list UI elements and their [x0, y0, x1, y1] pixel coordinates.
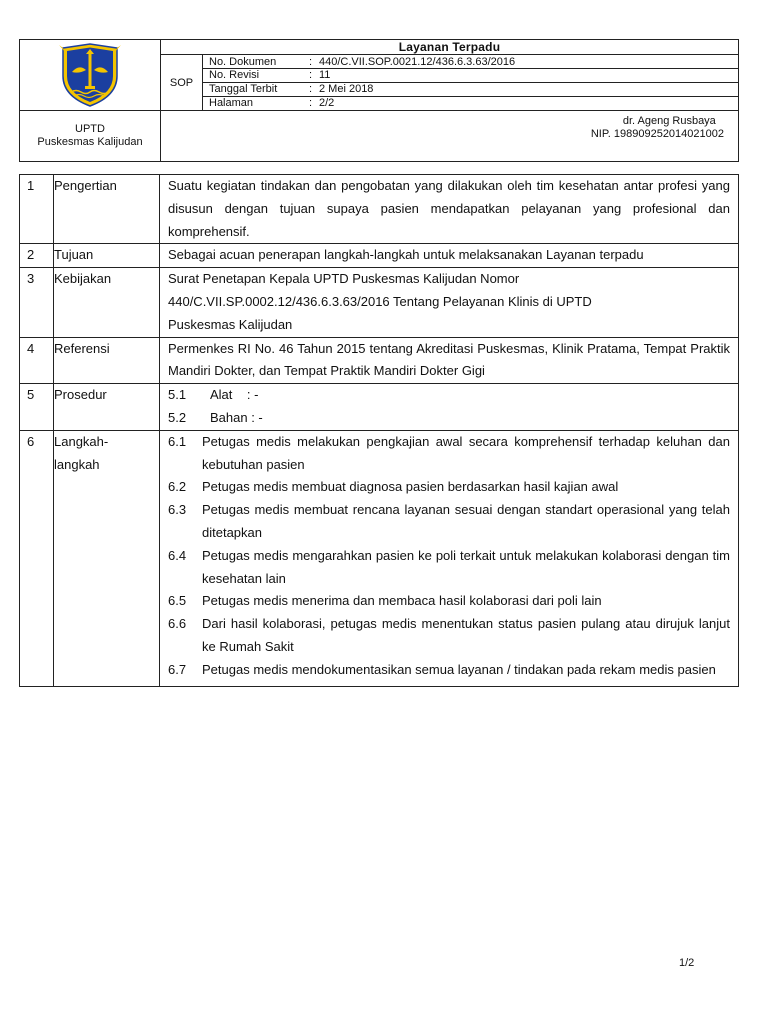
document-meta — [203, 55, 739, 111]
row-kebijakan: 3 Kebijakan Surat Penetapan Kepala UPTD Puskesmas Kalijudan Nomor 440/C.VII.SP.0002.12/436.6.3.63/2016 Tentang Pelayanan Klinis di UPTD Puskesmas Kalijudan — [20, 268, 739, 337]
list-item: 5.1 Alat : - — [168, 387, 259, 403]
header-table — [19, 39, 739, 162]
meta-row-page: Halaman : 2/2 — [209, 96, 335, 109]
signature-block — [161, 111, 739, 162]
list-item: 6.4 Petugas medis mengarahkan pasien ke poli terkait untuk melakukan kolaborasi dengan tim kesehatan lain — [168, 547, 730, 586]
sop-label: SOP — [161, 55, 203, 111]
list-item: 5.2 Bahan : - — [168, 409, 263, 425]
list-item: 6.5 Petugas medis menerima dan membaca hasil kolaborasi dari poli lain — [168, 593, 602, 609]
list-item: 6.6 Dari hasil kolaborasi, petugas medis menentukan status pasien pulang atau dirujuk lanjut ke Rumah Sakit — [168, 616, 730, 654]
document-header — [19, 39, 739, 162]
logo-cell — [20, 40, 161, 111]
list-item: 6.3 Petugas medis membuat rencana layanan sesuai dengan standart operasional yang telah ditetapkan — [168, 502, 730, 540]
signer-name: dr. Ageng Rusbaya — [622, 115, 716, 127]
row-prosedur: 5 Prosedur 5.1 Alat : - 5.2 Bahan : - — [20, 384, 739, 431]
sop-table — [19, 174, 739, 687]
meta-row-revision: No. Revisi : 11 — [203, 69, 738, 83]
document-title: Layanan Terpadu — [161, 40, 739, 55]
row-referensi: 4 Referensi Permenkes RI No. 46 Tahun 2015 tentang Akreditasi Puskesmas, Klinik Pratama, Tempat Praktik Mandiri Dokter, dan Tempat Praktik Mandiri Dokter Gigi — [20, 337, 739, 384]
city-emblem-icon — [59, 42, 121, 108]
page-number: 1/2 — [679, 957, 695, 969]
sop-content — [19, 174, 739, 687]
meta-row-issue-date: Tanggal Terbit : 2 Mei 2018 — [203, 83, 738, 97]
meta-row-document-number: No. Dokumen : 440/C.VII.SOP.0021.12/436.6.3.63/2016 — [203, 56, 738, 70]
list-item: 6.1 Petugas medis melakukan pengkajian awal secara komprehensif terhadap keluhan dan kebutuhan pasien — [168, 433, 730, 472]
row-langkah: 6 Langkah- langkah 6.1 Petugas medis melakukan pengkajian awal secara komprehensif terhadap keluhan dan kebutuhan pasien 6.2 Petugas medis membuat diagnosa pasien berdasarkan hasil kajian awal 6.3 Petugas medis membuat rencana layanan sesuai dengan standart operasional yang telah ditetapkan 6.4 Petugas medis mengarahkan pasien ke poli terkait untuk melakukan kolaborasi dengan tim kesehatan lain 6.5 Petugas medis menerima dan membaca hasil kolaborasi dari poli lain 6.6 Dari hasil kolaborasi, petugas medis menentukan status pasien pulang atau dirujuk lanjut ke Rumah Sakit 6.7 Petugas medis mendokumentasikan semua layanan / tindakan pada rekam medis pasien — [20, 430, 739, 686]
row-tujuan: 2 Tujuan Sebagai acuan penerapan langkah-langkah untuk melaksanakan Layanan terpadu — [20, 244, 739, 268]
row-pengertian: 1 Pengertian Suatu kegiatan tindakan dan pengobatan yang dilakukan oleh tim kesehatan antar profesi yang disusun dengan tujuan supaya pasien mendapatkan pelayanan yang profesional dan komprehensif. — [20, 175, 739, 244]
list-item: 6.2 Petugas medis membuat diagnosa pasien berdasarkan hasil kajian awal — [168, 479, 619, 495]
list-item: 6.7 Petugas medis mendokumentasikan semua layanan / tindakan pada rekam medis pasien — [168, 661, 716, 677]
signer-nip: NIP. 198909252014021002 — [590, 128, 724, 140]
unit-name: UPTD Puskesmas Kalijudan — [20, 111, 161, 162]
